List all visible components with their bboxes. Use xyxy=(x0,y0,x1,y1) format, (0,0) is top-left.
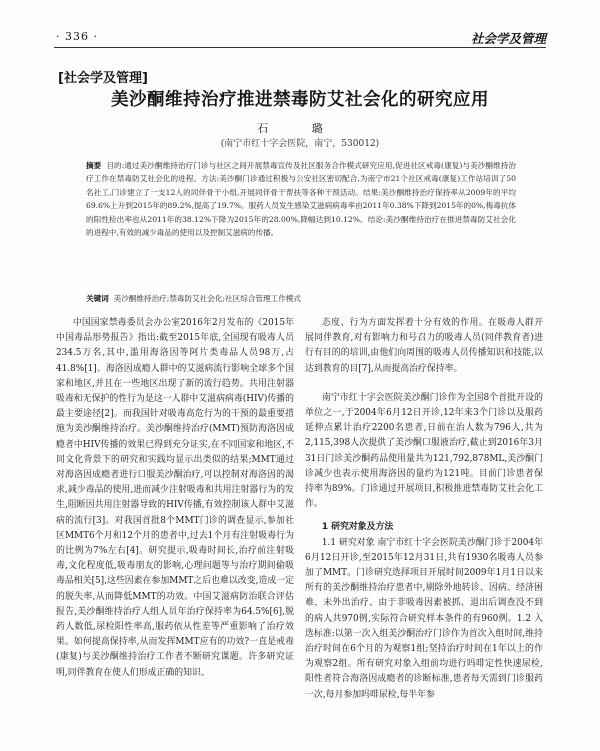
page-number: · 336 · xyxy=(56,30,98,43)
abstract-label: 摘要 xyxy=(86,161,102,170)
keywords-text: 美沙酮维持治疗;禁毒防艾社会化;社区综合管理工作模式 xyxy=(113,294,301,303)
section-tag: [社会学及管理] xyxy=(58,71,148,86)
header-divider xyxy=(54,47,546,48)
abstract-text: 目的:通过美沙酮维持治疗门诊与社区之间开展禁毒宣传及社区服务合作模式研究应用,促进社区戒毒(康复)与美沙酮维持治疗工作在禁毒防艾社会化的进程。方法:美沙酮门诊通过积极与公安社区密切配合,为南宁市21个社区戒毒(康复)工作站培训了50名社工,门诊建立了一支12人的同伴骨干小组,开展同伴骨干帮扶等各种干预活动。结果:美沙酮维持治疗保持率从2009年的平均69.6%上升到2015年的89.2%,提高了19.7%。服药人员发生感染艾滋病病毒率由2011年0.38%下降到2015年的0%,梅毒抗体的阳性检出率也从2011年的38.12%下降为2015年的28.00%,降幅达到10.12%。结论:美沙酮维持治疗在推进禁毒防艾社会化的进程中,有效的减少毒品的使用以及控制艾滋病的传播。 xyxy=(86,161,517,238)
section-heading: 1 研究对象及方法 xyxy=(321,522,394,533)
journal-name: 社会学及管理 xyxy=(470,31,546,46)
body-paragraph: 南宁市红十字会医院美沙酮门诊作为全国8个首批开设的单位之一,于2004年6月12日开诊,12年来3个门诊以及服药延伸点累计治疗2200名患者,日前在治人数为796人,共为2,115,398人次提供了美沙酮口服液治疗,截止到2016年3月31日门诊美沙酮药品使用量共为121,792,878ML,美沙酮门诊减少也表示使用海洛因的量约为121吨。目前门诊患者保持率为89%。门诊通过开展项目,积极推进禁毒防艾社会化工作。 xyxy=(305,392,543,510)
body-paragraph: 态度、行为方面发挥着十分有效的作用。在吸毒人群开展同伴教育,对有影响力和号召力的吸毒人员(同伴教育者)进行有目的的培训,由他们向周围的吸毒人员传播知识和技能,以达到教育的目[7],从而提高治疗保持率。 xyxy=(305,318,543,374)
body-right-column xyxy=(305,316,543,703)
body-paragraph: 中国国家禁毒委员会办公室2016年2月发布的《2015年中国毒品形势报告》指出:截至2015年底,全国现有吸毒人员234.5万名,其中,滥用海洛因等阿片类毒品人员98万,占41.8%[1]。海洛因成瘾人群中的艾滋病流行影响全球多个国家和地区,并且在一些地区出现了新的流行趋势。共用注射器吸毒和无保护的性行为是这一人群中艾滋病病毒(HIV)传播的最主要途径[2]。而我国针对吸毒高危行为的干预的最重要措施为美沙酮维持治疗。美沙酮维持治疗(MMT)预防海洛因成瘾者中HIV传播的效果已得到充分证实,在不同国家和地区,不同文化背景下的研究和实践均显示出类似的结果;MMT通过对海洛因成瘾者进行口服美沙酮治疗,可以控制对海洛因的渴求,减少毒品的使用,进而减少注射吸毒和共用注射器行为的发生,阻断因共用注射器导致的HIV传播,有效控制该人群中艾滋病的流行[3]。对我国首批8个MMT门诊的调查显示,参加社区MMT6个月和12个月的患者中,过去1个月有注射吸毒行为的比例为7%左右[4]。研究提示,吸毒时间长,治疗前注射吸毒,文化程度低,吸毒朋友的影响,心理问题等与治疗期间偷吸毒品相关[5],这些因素在参加MMT之后也难以改变,造成一定的脱失率,从而降低MMT的功效。中国艾滋病防治联合评估报告,美沙酮维持治疗人组人员年治疗保持率为64.5%[6],脱药人数低,尿检阳性率高,服药依从性差等严重影响了治疗效果。如何提高保持率,从而发挥MMT应有的功效?一直是戒毒(康复)与美沙酮维持治疗工作者不断研究课题。许多研究证明,同伴教育在使人们形成正确的知识、 xyxy=(56,318,294,678)
keywords-label: 关键词 xyxy=(86,294,109,303)
affiliation: (南宁市红十字会医院，南宁，530012) xyxy=(220,139,380,149)
author: 石 璐 xyxy=(257,122,343,135)
body-paragraph: 1.1 研究对象 南宁市红十字会医院美沙酮门诊于2004年6月12日开诊,至2015年12月31日,共有1930名吸毒人员参加了MMT。门诊研究选择项目开展时间2009年1月1日以来所有的美沙酮维持治疗患者中,剔除外地转诊、因病、经济困难、未外出治疗、由于非吸毒因素被抓、退出后调查没不到的病人共970例,实际符合研究样本条件的有960例。1.2 入选标准:以第一次入组美沙酮治疗门诊作为首次入组时间,维持治疗时间在6个月的为观察1组;坚持治疗时间在1年以上的作为观察2组。所有研究对象入组前均进行吗啡定性快速尿检,阳性者符合海洛因成瘾者的诊断标准,患者每天需到门诊服药一次,每月参加吗啡尿检,每半年参 xyxy=(305,537,543,700)
abstract xyxy=(86,159,516,239)
body-left-column xyxy=(56,316,294,681)
keywords xyxy=(86,292,516,305)
article-title: 美沙酮维持治疗推进禁毒防艾社会化的研究应用 xyxy=(111,90,489,110)
